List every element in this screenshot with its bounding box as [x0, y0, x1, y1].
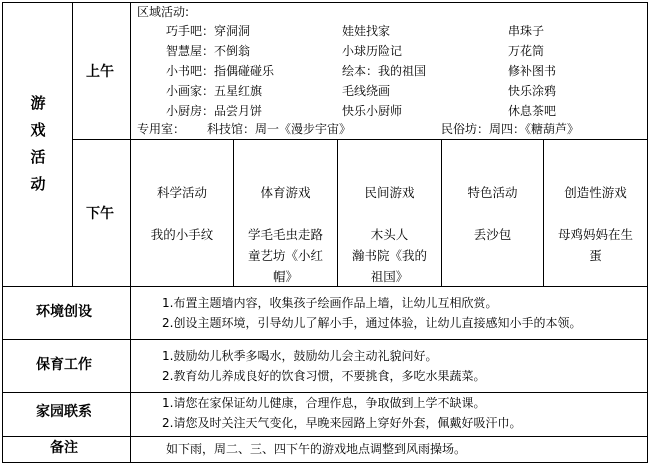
pm-cell-spacer: [442, 203, 543, 224]
pm-cell-line: 丢沙包: [473, 227, 512, 242]
environment-line: 2.创设主题环境，引导幼儿了解小手，通过体验，让幼儿直接感知小手的本领。: [162, 316, 582, 330]
special-room-label: 专用室：: [137, 122, 186, 136]
divider-v-label: [72, 2, 73, 286]
area-item: 小书吧：指偶碰碰乐: [166, 64, 275, 78]
pm-cell-spacer: [544, 203, 647, 224]
pm-cell-creative: [544, 182, 647, 266]
pm-cell-title: 特色活动: [467, 185, 518, 200]
pm-cell-sports: [234, 182, 337, 287]
area-item: 巧手吧：穿洞洞: [166, 24, 251, 38]
pm-cell-line: 我的小手纹: [150, 227, 214, 242]
area-item: 修补图书: [508, 64, 557, 78]
border-top: [2, 2, 648, 3]
divider-h-am-pm: [72, 139, 648, 140]
area-item: 绘本：我的祖国: [342, 64, 427, 78]
pm-cell-spacer: [234, 203, 337, 224]
pm-cell-line: 帽》: [272, 269, 298, 284]
area-item: 毛线绕画: [342, 84, 391, 98]
care-line: 2.教育幼儿养成良好的饮食习惯，不要挑食，多吃水果蔬菜。: [162, 369, 486, 383]
label-home: 家园联系: [36, 404, 92, 420]
label-note: 备注: [50, 440, 78, 456]
area-item: 万花筒: [508, 44, 545, 58]
home-line: 2.请您及时关注天气变化，早晚来园路上穿好外套，佩戴好吸汗巾。: [162, 416, 522, 430]
pm-cell-folk: [338, 182, 441, 287]
pm-cell-line: 童艺坊《小红: [247, 248, 323, 263]
label-game-activity: 游 戏 活 动: [30, 94, 46, 193]
area-item: 快乐涂鸦: [508, 84, 557, 98]
label-care: 保育工作: [36, 357, 92, 373]
label-afternoon: 下午: [86, 206, 114, 222]
label-environment: 环境创设: [36, 304, 92, 320]
border-right: [647, 2, 648, 463]
divider-h-care: [2, 339, 648, 340]
pm-cell-line: 瀚书院《我的: [351, 248, 427, 263]
pm-cell-spacer: [131, 203, 233, 224]
pm-cell-science: [131, 182, 233, 245]
home-line: 1.请您在家保证幼儿健康，合理作息，争取做到上学不缺课。: [162, 396, 486, 410]
area-item: 娃娃找家: [342, 24, 391, 38]
divider-h-note: [2, 436, 648, 437]
pm-cell-line: 母鸡妈妈在生: [557, 227, 633, 242]
pm-cell-featured: [442, 182, 543, 245]
area-item: 智慧屋：不倒翁: [166, 44, 251, 58]
pm-cell-title: 科学活动: [156, 185, 207, 200]
border-left: [2, 2, 3, 463]
border-bottom: [2, 462, 648, 463]
morning-heading: 区域活动:: [137, 5, 190, 19]
note-text: 如下雨，周二、三、四下午的游戏地点调整到风雨操场。: [166, 442, 467, 456]
area-item: 快乐小厨师: [342, 104, 403, 118]
pm-cell-title: 民间游戏: [364, 185, 415, 200]
area-item: 小画家：五星红旗: [166, 84, 263, 98]
label-morning: 上午: [86, 64, 114, 80]
pm-cell-spacer: [338, 203, 441, 224]
special-room-1: 科技馆：周一《漫步宇宙》: [207, 122, 352, 136]
area-item: 休息茶吧: [508, 104, 557, 118]
area-item: 小厨房：品尝月饼: [166, 104, 263, 118]
pm-cell-title: 创造性游戏: [564, 185, 627, 200]
area-item: 串珠子: [508, 24, 545, 38]
special-room-2: 民俗坊：周四：《糖葫芦》: [441, 122, 580, 136]
divider-h-home: [2, 392, 648, 393]
area-item: 小球历险记: [342, 44, 403, 58]
pm-cell-line: 学毛毛虫走路: [247, 227, 323, 242]
pm-cell-line: 木头人: [370, 227, 409, 242]
pm-cell-line: 祖国》: [370, 269, 409, 284]
pm-cell-line: 蛋: [589, 248, 602, 263]
care-line: 1.鼓励幼儿秋季多喝水，鼓励幼儿会主动礼貌问好。: [162, 349, 438, 363]
pm-cell-title: 体育游戏: [260, 185, 311, 200]
environment-line: 1.布置主题墙内容，收集孩子绘画作品上墙，让幼儿互相欣赏。: [162, 296, 498, 310]
